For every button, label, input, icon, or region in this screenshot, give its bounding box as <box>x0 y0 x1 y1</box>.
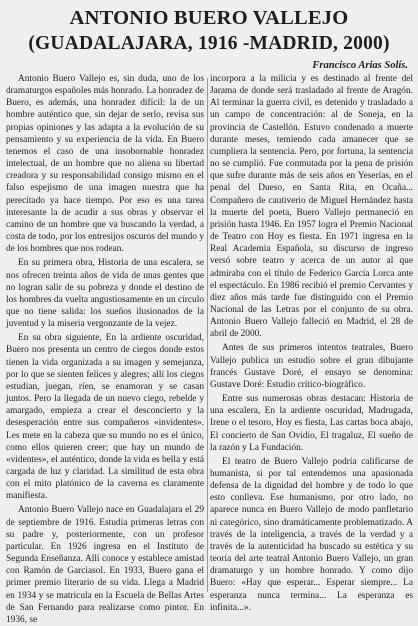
paragraph: El teatro de Buero Vallejo podría calificarse de humanista, si por tal entendemos una apasionada defensa de la dignidad del hombre y de todo lo que esto conlleva. Ese humanismo, por otro lado, no aparece nunca en Buero Vallejo de modo panfletario ni categórico, sino dramáticamente problematizado. A través de la inteligencia, a través de la verdad y a través de la autenticidad ha buscado su estética y su teoría del arte teatral Antonio Buero Vallejo, un gran dramaturgo y un hombre honrado. Y como dijo Buero: «Hay que esperar... Esperar siempre... La esperanza nunca termina... La esperanza es infinita...». <box>210 456 413 613</box>
paragraph: En su obra siguiente, En la ardiente oscuridad, Buero nos presenta un centro de ciegos donde estos tienen la vida organizada a su imagen y semejanza, por lo que se sienten felices y alegres; allí los ciegos estudian, juegan, ríen, se enamoran y se casan juntos. Pero la llegada de un nuevo ciego, rebelde y amargado, empieza a crear el desconcierto y la desesperación entre sus compañeros «invidentes». Les mete en la cabeza que su mundo no es el único, como ellos quieren creer; que hay un mundo de «videntes», el auténtico, donde la vida es bella y está cargada de luz y claridad. La similitud de esta obra con el mito platónico de la caverna es claramente manifiesta. <box>6 333 204 502</box>
paragraph: Antonio Buero Vallejo nace en Guadalajara el 29 de septiembre de 1916. Estudia primeras letras con su padre y, posteriormente, con un profesor particular. En 1926 ingresa en el Instituto de Segunda Enseñanza. Allí conoce y establece amistad con Ramón de Garciasol. En 1933, Buero gana el primer premio literario de su vida. Llega a Madrid en 1934 y se matricula en la Escuela de Bellas Artes de San Fernando para realizarse como pintor. En 1936, se <box>6 505 204 625</box>
paragraph: Antes de sus primeros intentos teatrales, Buero Vallejo publica un estudio sobre el gran dibujante francés Gustave Doré, el ensayo se denomina: Gustave Doré: Estudio crítico-biográfico. <box>210 343 413 390</box>
paragraph: Antonio Buero Vallejo es, sin duda, uno de los dramaturgos españoles más honrado. La honradez de Buero, es además, una honradez difícil: la de un hombre auténtico que, sin dejar de serlo, revisa sus propias opiniones y las adapta a la evolución de su pensamiento y su experiencia de la vida. En Buero tenemos el caso de una insobornable honradez intelectual, de un hombre que no aliena su libertad creadora y su responsabilidad consigo mismo en el falso espejismo de una imagen nuestra que ha perecitado ya hace tiempo. Por eso es una tarea interesante la de acudir a sus obras y observar el camino de un hombre que va buscando la verdad, a costa de todo, por los entresijos oscuros del mundo y de los hombres que nos rodean. <box>6 74 204 255</box>
paragraph-continued: incorpora a la milicia y es destinado al frente del Jarama de donde será trasladado al frente de Aragón. Al terminar la guerra civil, es detenido y trasladado a un campo de concentración: al de Soneja, en la provincia de Castellón. Estuvo condenado a muerte durante meses, temiendo cada amanecer que se cumpliera la sentencia. Pero, por fortuna, la sentencia no se cumplió. Fue conmutada por la pena de prisión que sufre durante más de seis años en Yeserías, en el penal del Dueso, en Santa Rita, en Ocaña... Compañero de cautiverio de Miguel Hernández hasta la muerte del poeta, Buero Vallejo permaneció en prisión hasta 1946. En 1957 logra el Premio Nacional de Teatro con Hoy es fiesta. En 1971 ingresa en la Real Academia Española, su discurso de ingreso versó sobre teatro y acerca de un autor al que admiraba con el título de Federico García Lorca ante el espectáculo. En 1986 recibió el premio Cervantes y diez años más tarde fue distinguido con el Premio Nacional de las Letras por el conjunto de su obra. Antonio Buero Vallejo falleció en Madrid, el 28 de abril de 2000. <box>210 74 413 340</box>
column-divider <box>207 78 208 592</box>
left-column <box>6 73 204 625</box>
author-byline: Francisco Arias Solís. <box>312 60 408 71</box>
paragraph: En su primera obra, Historia de una escalera, se nos ofrecen treinta años de vida de unas gentes que no logran salir de su pobreza y donde el destino de los hombres da vuelta angustiosamente en un círculo que no tiene salida: los sueños ilusionados de la juventud y la miseria vergonzante de la vejez. <box>6 258 204 330</box>
article-title: ANTONIO BUERO VALLEJO <box>69 7 349 29</box>
right-column <box>210 73 413 613</box>
article-subtitle: (GUADALAJARA, 1916 -MADRID, 2000) <box>28 33 390 54</box>
paragraph: Entre sus numerosas obras destacan: Historia de una escalera, En la ardiente oscuridad, Madrugada, Irene o el tesoro, Hoy es fiesta, Las cartas boca abajo, El concierto de San Ovidio, El tragaluz, El sueño de la razón y La Fundación. <box>210 394 413 453</box>
